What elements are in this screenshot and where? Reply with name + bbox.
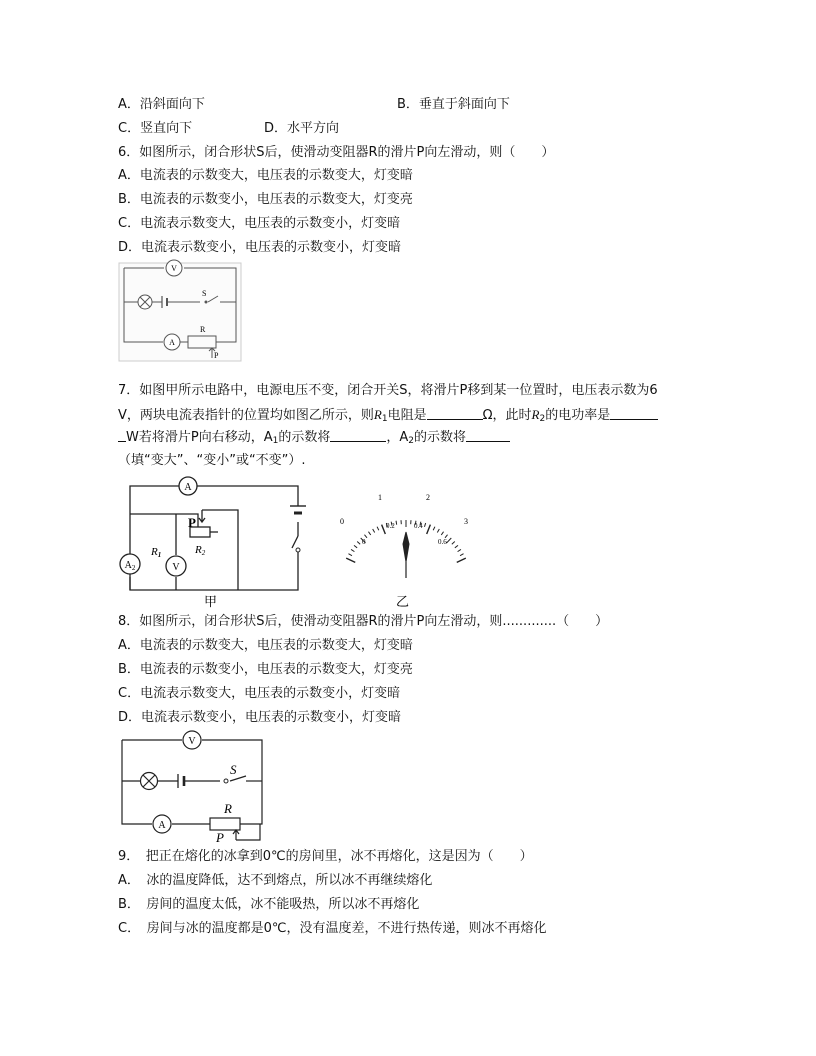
svg-text:A: A: [184, 482, 192, 493]
q8-option-c: C．电流表示数变大，电压表的示数变小，灯变暗: [118, 686, 401, 701]
dial-tick: [368, 532, 370, 535]
q7-symbol-sub: 1: [272, 436, 279, 446]
q7-text: 的示数将: [278, 430, 331, 445]
q8-circuit-figure: [118, 730, 268, 844]
q6-option-b: B．电流表的示数变小，电压表的示数变大，灯变亮: [118, 192, 413, 207]
q7-blank-3[interactable]: [330, 429, 386, 442]
q7-dial-lower-2: 0.4: [414, 522, 423, 530]
q6-lamp-icon: [138, 295, 152, 309]
q7-symbol-sub: 1: [381, 414, 388, 424]
q7-dial-lower-3: 0.6: [438, 538, 447, 546]
dial-tick: [348, 554, 351, 556]
dial-tick: [446, 538, 451, 543]
dial-tick: [460, 554, 463, 556]
q6-option-a: A．电流表的示数变大，电压表的示数变大，灯变暗: [118, 168, 413, 183]
q7-r2-label: R2: [195, 544, 206, 557]
q5-option-a: A．沿斜面向下: [118, 97, 205, 112]
q7-meter-yi: [336, 486, 476, 608]
q6-rheostat-label: R: [200, 325, 206, 334]
q7-symbol-r2: R: [531, 407, 540, 422]
q6-switch-label: S: [202, 289, 207, 298]
q7-dial-upper-2: 2: [426, 493, 430, 502]
dial-tick: [377, 527, 379, 531]
q7-battery-icon: [290, 506, 306, 513]
q7-text: V，两块电流表指针的位置均如图乙所示，则: [118, 408, 374, 423]
dial-tick: [455, 545, 458, 547]
q7-symbol-sub: 2: [539, 414, 546, 424]
svg-text:A: A: [158, 820, 166, 831]
q7-ammeter-a2: [120, 554, 140, 574]
q9-option-b: B． 房间的温度太低，冰不能吸热，所以冰不再熔化: [118, 897, 420, 912]
dial-tick: [346, 558, 355, 562]
q7-text: 的电功率是: [545, 408, 611, 423]
q7-switch-contact: [296, 548, 300, 552]
q7-dial-upper-1: 1: [378, 493, 382, 502]
q7-text: ，A: [386, 430, 409, 445]
q7-dial-upper-0: 0: [340, 517, 344, 526]
q7-circuit-jia: [118, 476, 308, 608]
q7-stem-line2: [118, 406, 658, 428]
q7-symbol-r1: R: [373, 407, 382, 422]
q8-option-b: B．电流表的示数变小，电压表的示数变大，灯变亮: [118, 662, 413, 677]
dial-tick: [357, 542, 360, 545]
q8-option-a: A．电流表的示数变大，电压表的示数变大，灯变暗: [118, 638, 413, 653]
q6-stem: 6．如图所示，闭合形状S后，使滑动变阻器R的滑片P向左滑动，则（ ）: [118, 145, 555, 160]
q7-blank-1[interactable]: [427, 407, 483, 420]
svg-text:V: V: [172, 562, 180, 573]
q7-text: 电阻是: [387, 408, 427, 423]
q7-blank-2-cont: [118, 429, 126, 442]
q8-ammeter: [153, 815, 171, 833]
q5-option-c: C．竖直向下: [118, 121, 193, 136]
dial-tick: [441, 532, 443, 535]
dial-tick: [457, 558, 466, 562]
q7-ammeter-a1: [179, 477, 197, 495]
q8-switch-label: S: [230, 762, 237, 777]
q8-rheostat-label: R: [224, 801, 232, 816]
dial-tick: [373, 529, 375, 532]
q6-slider-label: P: [214, 351, 219, 360]
q7-caption-jia: 甲: [204, 594, 218, 609]
svg-text:A2: $A_2$: [124, 560, 136, 572]
q7-slider-label: P: [188, 515, 196, 530]
dial-tick: [354, 545, 357, 547]
q9-option-c: C． 房间与冰的温度都是0℃，没有温度差，不进行热传递，则冰不再熔化: [118, 921, 547, 936]
q6-voltmeter: [166, 260, 182, 276]
dial-pointer: [403, 532, 409, 562]
q8-option-d: D．电流表示数变小，电压表的示数变小，灯变暗: [118, 710, 402, 725]
q6-ammeter: [164, 334, 180, 350]
svg-text:V: V: [188, 736, 196, 747]
q7-dial-upper-3: 3: [464, 517, 468, 526]
dial-tick: [452, 542, 455, 545]
q6-circuit-figure: [118, 262, 242, 362]
dial-tick: [351, 549, 354, 551]
q6-option-d: D．电流表示数变小，电压表的示数变小，灯变暗: [118, 240, 402, 255]
q6-switch-contact: [205, 301, 208, 304]
q5-option-d: D．水平方向: [264, 121, 340, 136]
q5-option-b: B．垂直于斜面向下: [397, 97, 510, 112]
dial-tick: [396, 521, 397, 525]
q8-slider-label: P: [216, 830, 224, 845]
dial-tick: [437, 529, 439, 532]
q8-switch-contact: [224, 779, 228, 783]
q8-lamp-icon: [141, 773, 158, 790]
dial-tick: [458, 549, 461, 551]
q7-dial-lower-1: 0.2: [386, 522, 395, 530]
q7-r1-label: R1: [151, 546, 162, 559]
dial-tick: [424, 523, 425, 527]
q7-caption-yi: 乙: [396, 594, 410, 609]
q8-voltmeter: [183, 731, 201, 749]
svg-text:V: V: [171, 264, 177, 273]
q8-battery-icon: [178, 774, 184, 788]
svg-text:A: A: [169, 338, 175, 347]
dial-tick: [433, 527, 435, 531]
q7-text: W若将滑片P向右移动，A: [126, 430, 273, 445]
q6-option-c: C．电流表示数变大，电压表的示数变小，灯变暗: [118, 216, 401, 231]
q7-blank-4[interactable]: [466, 429, 510, 442]
q7-stem-line4: （填“变大”、“变小”或“不变”）.: [118, 453, 306, 468]
q7-dial-lower-0: 0: [362, 538, 366, 546]
q7-symbol-sub: 2: [408, 436, 414, 446]
q7-blank-2[interactable]: [610, 407, 658, 420]
q9-stem: 9． 把正在熔化的冰拿到0℃的房间里，冰不再熔化，这是因为（ ）: [118, 849, 533, 864]
q7-text: Ω，此时: [482, 408, 532, 423]
q8-stem: 8．如图所示，闭合形状S后，使滑动变阻器R的滑片P向左滑动，则.............（ ）: [118, 614, 609, 629]
q7-stem-line1: 7．如图甲所示电路中，电源电压不变，闭合开关S，将滑片P移到某一位置时，电压表示数为6: [118, 383, 658, 398]
q7-text: 的示数将: [413, 430, 466, 445]
q9-option-a: A． 冰的温度降低，达不到熔点，所以冰不再继续熔化: [118, 873, 433, 888]
q7-voltmeter: [166, 556, 186, 576]
dial-tick: [382, 525, 386, 534]
dial-tick: [427, 525, 431, 534]
q7-stem-line3: [118, 429, 510, 450]
